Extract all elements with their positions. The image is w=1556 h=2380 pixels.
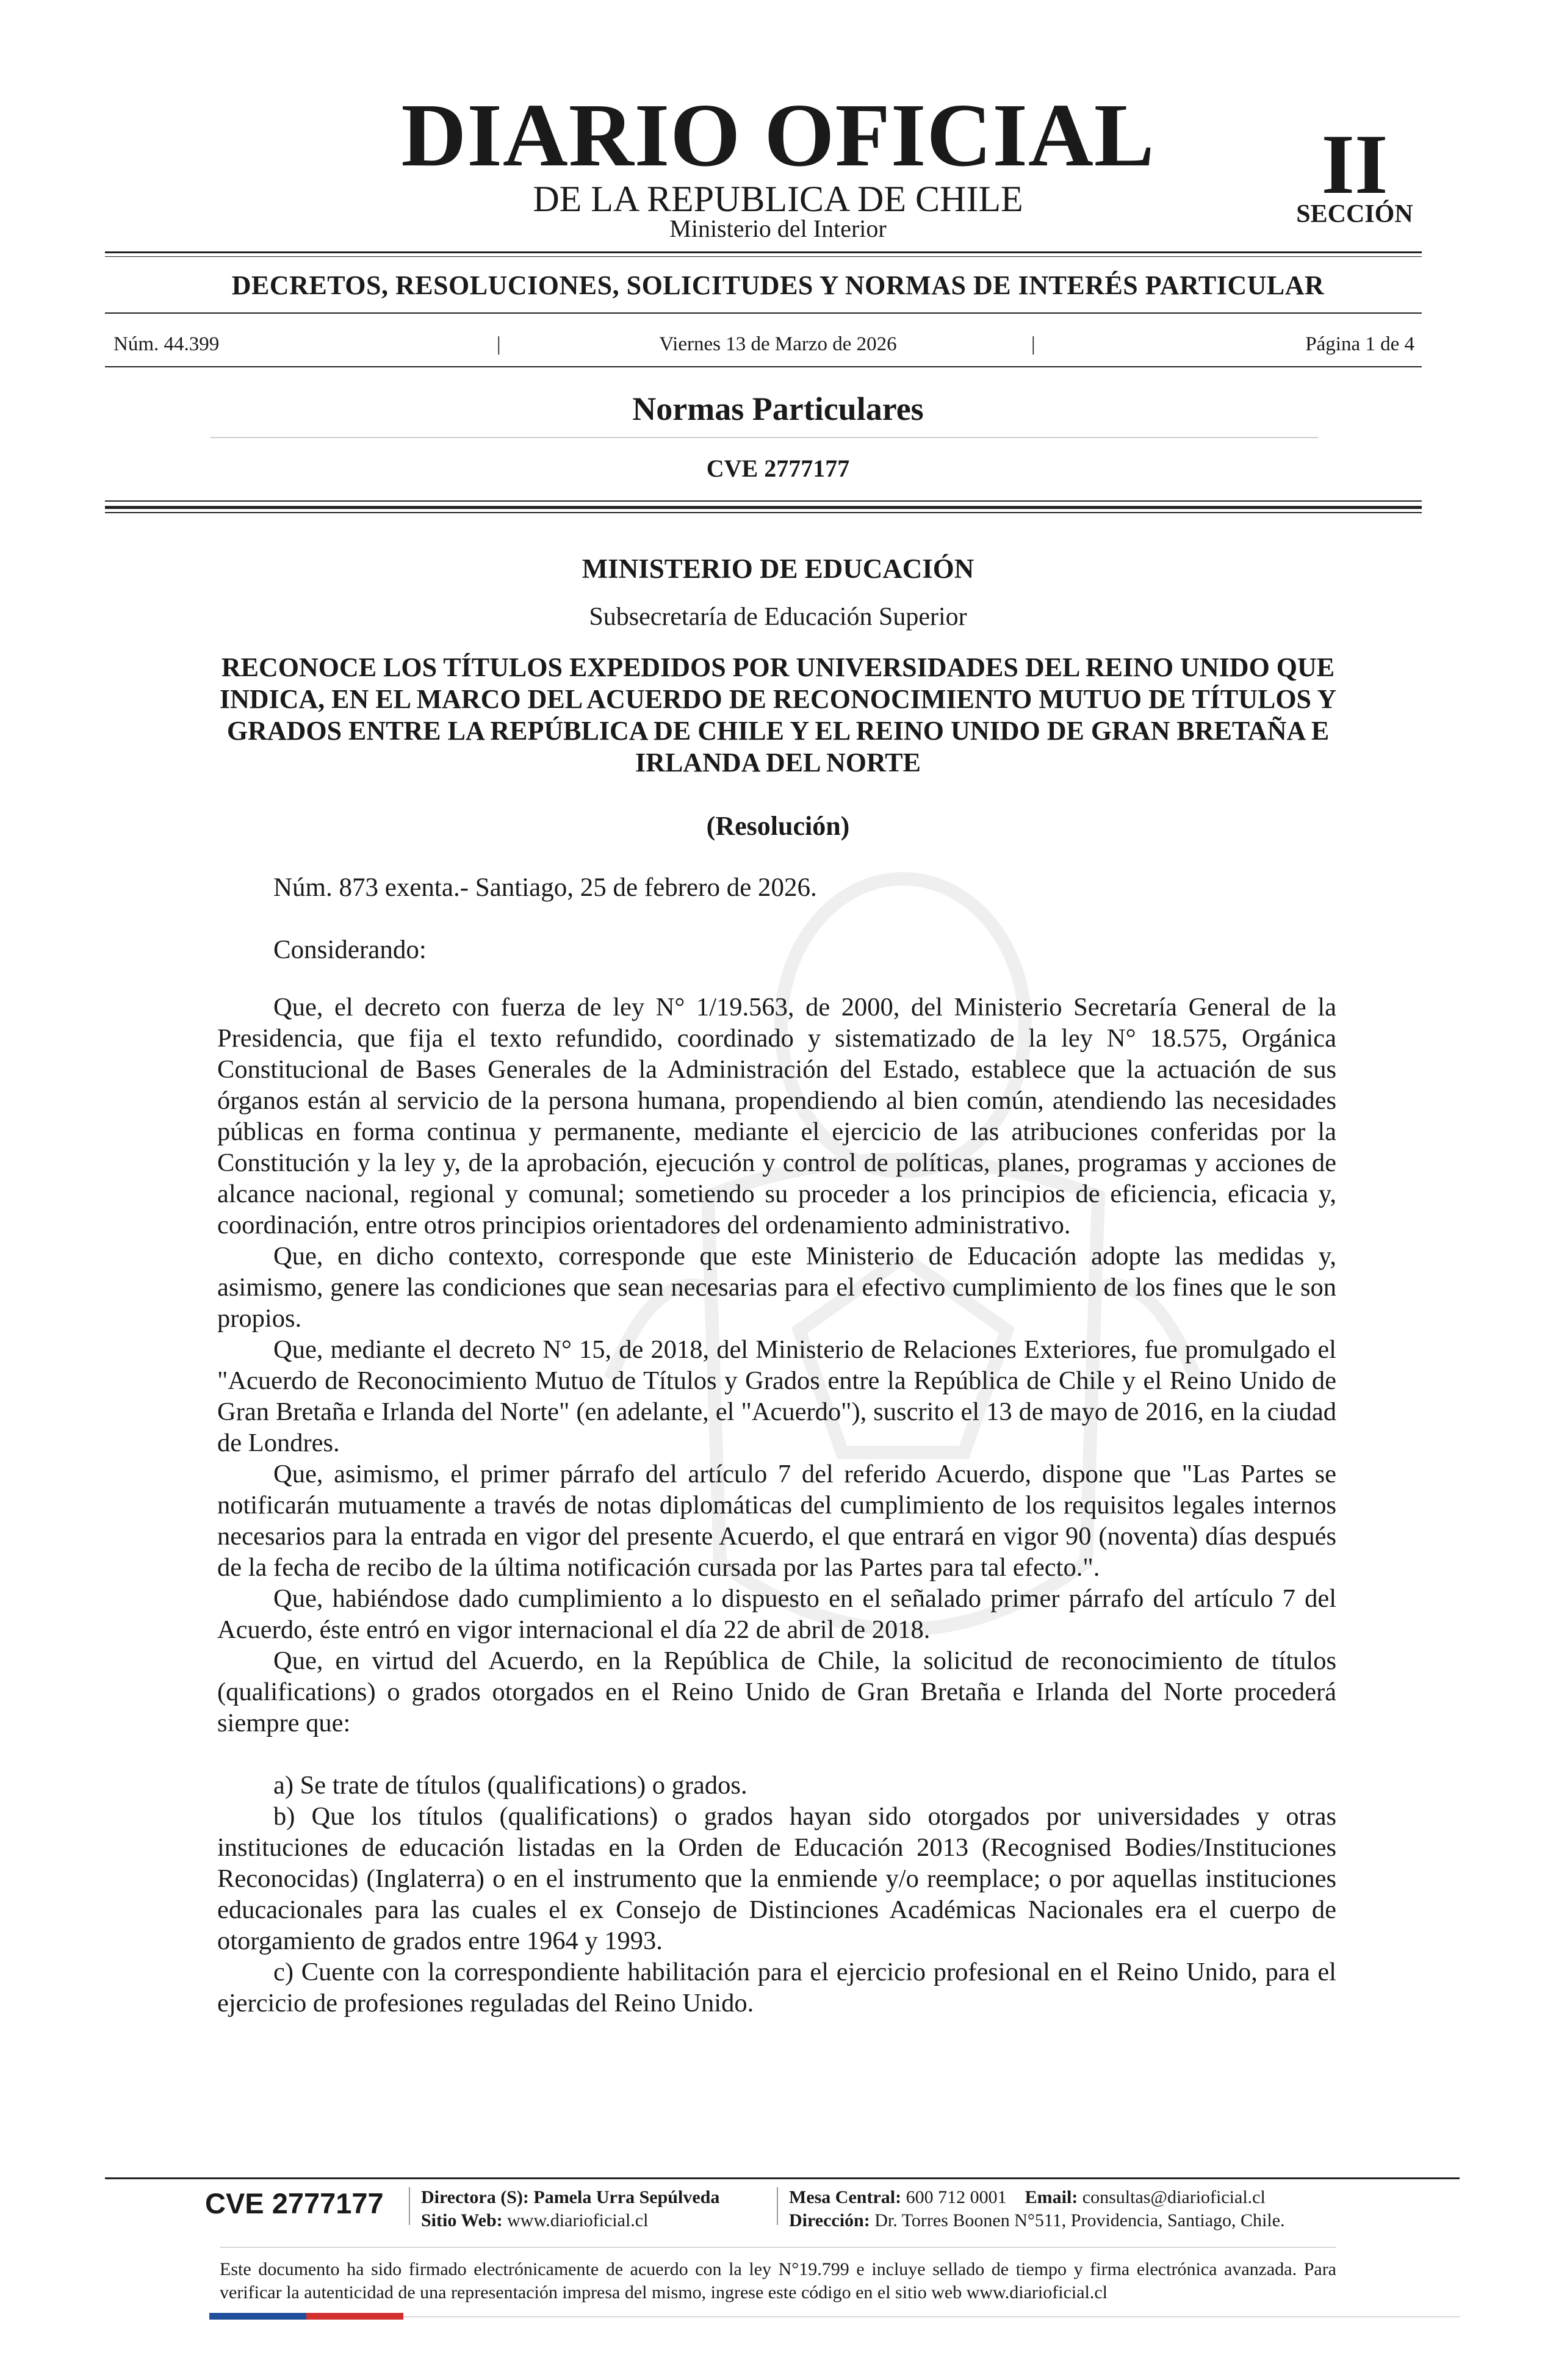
resolution-title: RECONOCE LOS TÍTULOS EXPEDIDOS POR UNIVERSIDADES DEL REINO UNIDO QUE INDICA, EN EL MARCO DEL ACUERDO DE RECONOCIMIENTO MUTUO DE TÍTULOS Y GRADOS ENTRE LA REPÚBLICA DE CHILE Y EL REINO UNIDO DE GRAN BRETAÑA E IRLANDA DEL NORTE [219,652,1337,777]
footer-note-rule [220,2247,1336,2248]
meta-rule [105,366,1422,367]
masthead-title: DIARIO OFICIAL [401,85,1155,186]
document-body [217,992,1336,2019]
considerando-label: Considerando: [273,936,427,964]
flag-red-segment [306,2313,403,2320]
footer-cve-code: CVE 2777177 [205,2187,384,2220]
cve-rule-3 [105,512,1422,513]
paragraph: Que, en dicho contexto, corresponde que este Ministerio de Educación adopte las medidas y, asimismo, genere las condiciones que sean necesarias para el efectivo cumplimiento de los fines que le son propios. [217,1242,1336,1333]
section-title-rule [211,437,1318,438]
site-link[interactable]: www.diarioficial.cl [507,2210,649,2230]
paragraph: Que, habiéndose dado cumplimiento a lo dispuesto en el señalado primer párrafo del artículo 7 del Acuerdo, éste entró en vigor internacional el día 22 de abril de 2018. [217,1584,1336,1644]
footer-signature-note: Este documento ha sido firmado electrónicamente de acuerdo con la ley N°19.799 e incluye sellado de tiempo y firma electrónica avanzada. Para verificar la autenticidad de una representación impresa del mismo, ingrese este código en el sitio web www.diarioficial.cl [220,2259,1336,2302]
footer-rule [105,2177,1460,2179]
footer-divider [409,2187,410,2225]
paragraph: Que, el decreto con fuerza de ley N° 1/19.563, de 2000, del Ministerio Secretaría General de la Presidencia, que fija el texto refundido, coordinado y sistematizado de la ley N° 18.575, Orgánica Constitucional de Bases Generales de la Administración del Estado, establece que la actuación de sus órganos están al servicio de la persona humana, propendiendo al bien común, atendiendo las necesidades públicas en forma continua y permanente, mediante el ejercicio de las atribuciones conferidas por la Constitución y la ley y, de la aprobación, ejecución y control de políticas, planes, programas y acciones de alcance nacional, regional y comunal; sometiendo su proceder a los principios de eficiencia, eficacia y, coordinación, entre otros principios orientadores del ordenamiento administrativo. [217,993,1336,1239]
address-value: Dr. Torres Boonen N°511, Providencia, Santiago, Chile. [874,2210,1285,2230]
resolution-type: (Resolución) [706,811,850,841]
paragraph: Que, en virtud del Acuerdo, en la República de Chile, la solicitud de reconocimiento de títulos (qualifications) o grados otorgados en el Reino Unido de Gran Bretaña e Irlanda del Norte procederá siempre que: [217,1646,1336,1737]
email-link[interactable]: consultas@diarioficial.cl [1082,2187,1266,2207]
flag-blue-segment [209,2313,306,2320]
cve-rule-2 [105,506,1422,509]
header-rule-bottom [105,312,1422,314]
header-band: DECRETOS, RESOLUCIONES, SOLICITUDES Y NORMAS DE INTERÉS PARTICULAR [231,270,1325,300]
flag-color-bar [209,2313,403,2320]
issue-number: Núm. 44.399 [113,333,220,355]
masthead-ministry: Ministerio del Interior [669,215,887,242]
subsecretaria-heading: Subsecretaría de Educación Superior [589,603,967,631]
list-item: a) Se trate de títulos (qualifications) o grados. [273,1771,747,1800]
section-title: Normas Particulares [632,391,924,427]
header-rule-top [105,251,1422,253]
footer-contact-block [789,2186,1285,2232]
masthead-subtitle: DE LA REPUBLICA DE CHILE [533,179,1023,219]
footer-director-block [421,2186,719,2232]
paragraph: Que, mediante el decreto N° 15, de 2018, del Ministerio de Relaciones Exteriores, fue promulgado el "Acuerdo de Reconocimiento Mutuo de Títulos y Grados entre la República de Chile y el Reino Unido de Gran Bretaña e Irlanda del Norte" (en adelante, el "Acuerdo"), suscrito el 13 de mayo de 2016, en la ciudad de Londres. [217,1335,1336,1457]
cve-rule-1 [105,500,1422,502]
section-number: II [1321,117,1388,212]
page-indicator: Página 1 de 4 [1305,333,1414,355]
meta-separator: | [497,333,501,355]
list-item: c) Cuente con la correspondiente habilitación para el ejercicio profesional en el Reino Unido, para el ejercicio de profesiones reguladas del Reino Unido. [217,1958,1336,2018]
site-label: Sitio Web: [421,2210,503,2230]
section-label: SECCIÓN [1296,200,1413,228]
paragraph: Que, asimismo, el primer párrafo del artículo 7 del referido Acuerdo, dispone que "Las Partes se notificarán mutuamente a través de notas diplomáticas del cumplimiento de los requisitos legales internos necesarios para la entrada en vigor del presente Acuerdo, el que entrará en vigor 90 (noventa) días después de la fecha de recibo de la última notificación cursada por las Partes para tal efecto.". [217,1460,1336,1582]
issue-date: Viernes 13 de Marzo de 2026 [659,333,897,355]
central-phone: 600 712 0001 [906,2187,1007,2207]
central-label: Mesa Central: [789,2187,902,2207]
ministry-heading: MINISTERIO DE EDUCACIÓN [582,554,974,584]
director-label: Directora (S): Pamela Urra Sepúlveda [421,2187,720,2207]
address-label: Dirección: [789,2210,870,2230]
resolution-number-line: Núm. 873 exenta.- Santiago, 25 de febrero de 2026. [273,873,817,902]
email-label: Email: [1025,2187,1078,2207]
cve-code: CVE 2777177 [706,455,850,482]
list-item: b) Que los títulos (qualifications) o grados hayan sido otorgados por universidades y otras instituciones de educación listadas en la Orden de Educación 2013 (Recognised Bodies/Instituciones Reconocidas) (Inglaterra) o en el instrumento que la enmiende y/o reemplace; o por aquellas instituciones educacionales para las cuales el ex Consejo de Distinciones Académicas Nacionales era el cuerpo de otorgamiento de grados entre 1964 y 1993. [217,1802,1336,1955]
header-rule-top-thin [105,256,1422,257]
meta-separator: | [1031,333,1036,355]
footer-divider [777,2187,778,2225]
